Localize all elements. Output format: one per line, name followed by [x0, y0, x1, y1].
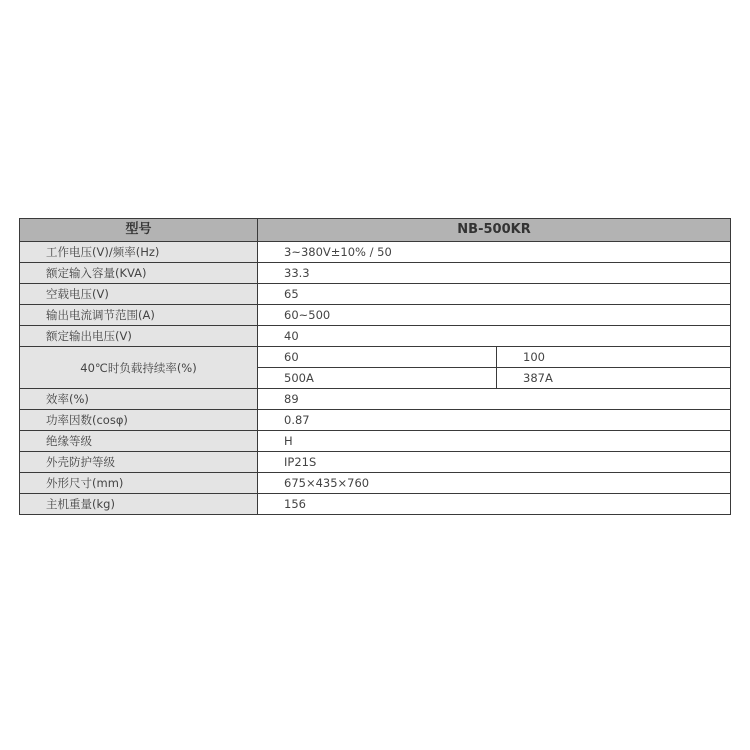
row-value: 3~380V±10% / 50 [258, 242, 731, 263]
table-row [20, 473, 731, 494]
spec-table [19, 218, 731, 515]
duty-cycle-label: 40℃时负载持续率(%) [20, 347, 258, 389]
table-row [20, 263, 731, 284]
model-value: NB-500KR [258, 219, 731, 242]
row-label: 绝缘等级 [20, 431, 258, 452]
row-label: 主机重量(kg) [20, 494, 258, 515]
table-row [20, 452, 731, 473]
row-value: 675×435×760 [258, 473, 731, 494]
duty-rate-2: 100 [497, 347, 731, 368]
table-row [20, 284, 731, 305]
table-row [20, 410, 731, 431]
row-label: 功率因数(cosφ) [20, 410, 258, 431]
table-header-row [20, 219, 731, 242]
row-value: 60~500 [258, 305, 731, 326]
row-value: IP21S [258, 452, 731, 473]
row-value: 65 [258, 284, 731, 305]
row-label: 空载电压(V) [20, 284, 258, 305]
row-value: 40 [258, 326, 731, 347]
row-value: 33.3 [258, 263, 731, 284]
model-label: 型号 [20, 219, 258, 242]
duty-current-1: 500A [258, 368, 497, 389]
row-label: 额定输出电压(V) [20, 326, 258, 347]
row-value: 89 [258, 389, 731, 410]
table-row [20, 431, 731, 452]
row-label: 工作电压(V)/频率(Hz) [20, 242, 258, 263]
row-label: 输出电流调节范围(A) [20, 305, 258, 326]
row-label: 外形尺寸(mm) [20, 473, 258, 494]
table-row [20, 242, 731, 263]
row-value: 0.87 [258, 410, 731, 431]
table-row [20, 305, 731, 326]
table-row [20, 494, 731, 515]
duty-cycle-row [20, 347, 731, 368]
row-label: 额定输入容量(KVA) [20, 263, 258, 284]
duty-rate-1: 60 [258, 347, 497, 368]
table-row [20, 389, 731, 410]
row-label: 效率(%) [20, 389, 258, 410]
row-value: H [258, 431, 731, 452]
row-label: 外壳防护等级 [20, 452, 258, 473]
duty-current-2: 387A [497, 368, 731, 389]
table-row [20, 326, 731, 347]
row-value: 156 [258, 494, 731, 515]
